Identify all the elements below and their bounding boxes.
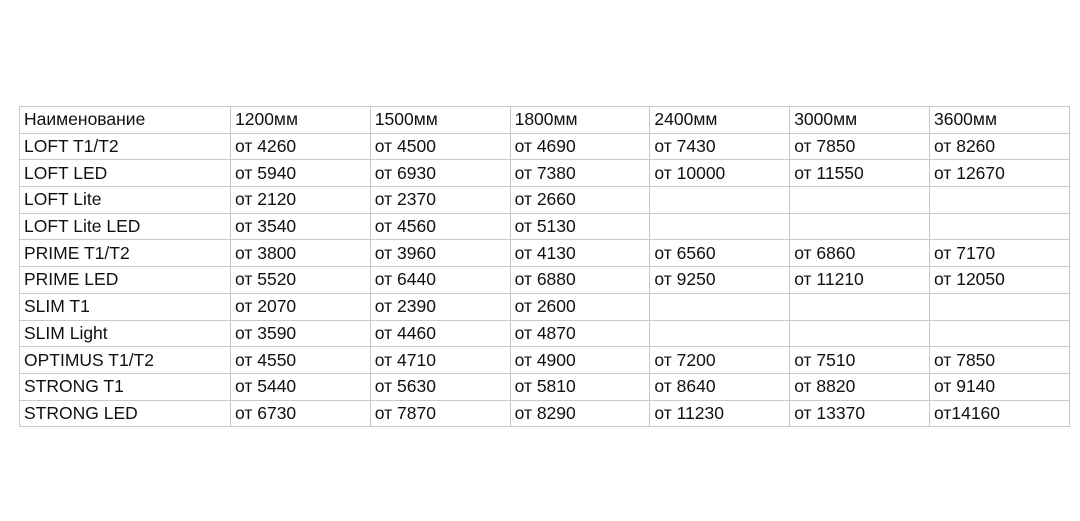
header-cell-2400: 2400мм <box>650 107 790 134</box>
cell-price-1200: от 2070 <box>231 293 371 320</box>
cell-price-2400: от 9250 <box>650 267 790 294</box>
table-row <box>20 133 1070 160</box>
cell-price-2400 <box>650 320 790 347</box>
cell-name: STRONG T1 <box>20 373 231 400</box>
cell-price-1500: от 5630 <box>370 373 510 400</box>
cell-price-1500: от 4460 <box>370 320 510 347</box>
cell-price-1200: от 5440 <box>231 373 371 400</box>
cell-price-3600 <box>929 320 1069 347</box>
cell-price-1500: от 4500 <box>370 133 510 160</box>
cell-price-3600: от 7170 <box>929 240 1069 267</box>
cell-name: LOFT LED <box>20 160 231 187</box>
cell-price-2400: от 7200 <box>650 347 790 374</box>
cell-price-1800: от 2600 <box>510 293 650 320</box>
table-row <box>20 213 1070 240</box>
table-body <box>20 107 1070 427</box>
cell-price-1200: от 5520 <box>231 267 371 294</box>
header-cell-1500: 1500мм <box>370 107 510 134</box>
cell-name: PRIME LED <box>20 267 231 294</box>
table-row <box>20 293 1070 320</box>
cell-price-2400 <box>650 187 790 214</box>
table-row <box>20 347 1070 374</box>
cell-price-2400: от 11230 <box>650 400 790 427</box>
cell-price-3000: от 7850 <box>790 133 930 160</box>
cell-price-1800: от 7380 <box>510 160 650 187</box>
cell-name: OPTIMUS T1/T2 <box>20 347 231 374</box>
cell-name: PRIME T1/T2 <box>20 240 231 267</box>
cell-name: SLIM Light <box>20 320 231 347</box>
cell-price-1200: от 4260 <box>231 133 371 160</box>
cell-price-3600: от 7850 <box>929 347 1069 374</box>
cell-price-2400: от 6560 <box>650 240 790 267</box>
cell-price-1200: от 6730 <box>231 400 371 427</box>
header-row <box>20 107 1070 134</box>
cell-price-3000: от 11210 <box>790 267 930 294</box>
cell-name: STRONG LED <box>20 400 231 427</box>
cell-price-3000: от 7510 <box>790 347 930 374</box>
table-row <box>20 400 1070 427</box>
table-row <box>20 240 1070 267</box>
price-table <box>19 106 1070 427</box>
table-row <box>20 373 1070 400</box>
cell-price-3600: от 9140 <box>929 373 1069 400</box>
cell-price-3000: от 13370 <box>790 400 930 427</box>
cell-price-1500: от 7870 <box>370 400 510 427</box>
cell-price-1500: от 6440 <box>370 267 510 294</box>
cell-price-3600 <box>929 293 1069 320</box>
cell-price-1800: от 5810 <box>510 373 650 400</box>
cell-name: SLIM T1 <box>20 293 231 320</box>
cell-price-3000: от 6860 <box>790 240 930 267</box>
table-row <box>20 160 1070 187</box>
cell-price-1200: от 3590 <box>231 320 371 347</box>
header-cell-1800: 1800мм <box>510 107 650 134</box>
cell-price-3000 <box>790 293 930 320</box>
cell-price-1800: от 8290 <box>510 400 650 427</box>
cell-price-3600: от14160 <box>929 400 1069 427</box>
cell-price-1800: от 4690 <box>510 133 650 160</box>
header-cell-name: Наименование <box>20 107 231 134</box>
cell-price-2400 <box>650 293 790 320</box>
cell-price-3600: от 12050 <box>929 267 1069 294</box>
cell-name: LOFT T1/T2 <box>20 133 231 160</box>
cell-price-1500: от 4710 <box>370 347 510 374</box>
cell-price-1200: от 2120 <box>231 187 371 214</box>
header-cell-1200: 1200мм <box>231 107 371 134</box>
cell-price-2400: от 8640 <box>650 373 790 400</box>
cell-price-3000: от 11550 <box>790 160 930 187</box>
cell-price-1500: от 3960 <box>370 240 510 267</box>
cell-name: LOFT Lite LED <box>20 213 231 240</box>
header-cell-3000: 3000мм <box>790 107 930 134</box>
cell-price-2400 <box>650 213 790 240</box>
cell-price-1800: от 5130 <box>510 213 650 240</box>
cell-price-1500: от 6930 <box>370 160 510 187</box>
cell-price-1800: от 4900 <box>510 347 650 374</box>
cell-price-2400: от 7430 <box>650 133 790 160</box>
cell-price-3000: от 8820 <box>790 373 930 400</box>
cell-price-2400: от 10000 <box>650 160 790 187</box>
cell-price-3000 <box>790 320 930 347</box>
cell-price-3600: от 12670 <box>929 160 1069 187</box>
table-row <box>20 320 1070 347</box>
cell-price-1500: от 4560 <box>370 213 510 240</box>
table-row <box>20 267 1070 294</box>
cell-price-1200: от 3800 <box>231 240 371 267</box>
cell-price-1200: от 3540 <box>231 213 371 240</box>
table-row <box>20 187 1070 214</box>
cell-name: LOFT Lite <box>20 187 231 214</box>
cell-price-1800: от 4870 <box>510 320 650 347</box>
cell-price-1200: от 5940 <box>231 160 371 187</box>
cell-price-3600 <box>929 187 1069 214</box>
cell-price-1800: от 2660 <box>510 187 650 214</box>
cell-price-1200: от 4550 <box>231 347 371 374</box>
header-cell-3600: 3600мм <box>929 107 1069 134</box>
cell-price-3600 <box>929 213 1069 240</box>
cell-price-1500: от 2390 <box>370 293 510 320</box>
cell-price-1800: от 6880 <box>510 267 650 294</box>
cell-price-1800: от 4130 <box>510 240 650 267</box>
cell-price-3600: от 8260 <box>929 133 1069 160</box>
cell-price-1500: от 2370 <box>370 187 510 214</box>
cell-price-3000 <box>790 213 930 240</box>
cell-price-3000 <box>790 187 930 214</box>
